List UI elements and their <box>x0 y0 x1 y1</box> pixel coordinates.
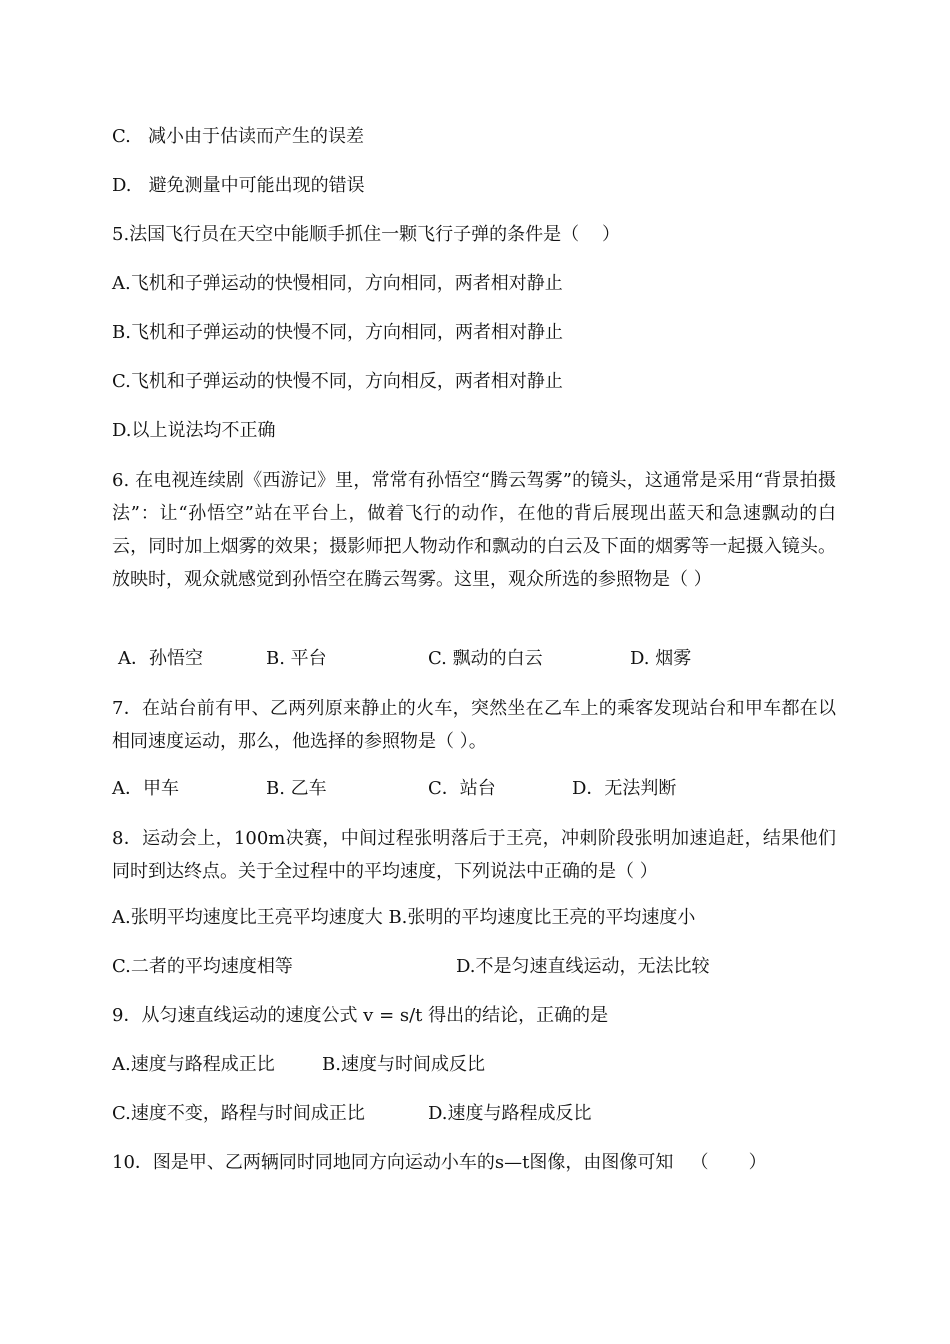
question-5: 5.法国飞行员在天空中能顺手抓住一颗飞行子弹的条件是（ ） <box>112 224 621 245</box>
option-5c: C.飞机和子弹运动的快慢不同，方向相反，两者相对静止 <box>112 371 563 392</box>
option-7b: B. 乙车 <box>266 778 327 799</box>
option-6b: B. 平台 <box>266 648 327 669</box>
option-5a: A.飞机和子弹运动的快慢相同，方向相同，两者相对静止 <box>112 273 563 294</box>
question-10: 10．图是甲、乙两辆同时同地同方向运动小车的s—t图像，由图像可知 （ ） <box>112 1152 767 1173</box>
option-9c: C.速度不变，路程与时间成正比 <box>112 1103 365 1124</box>
option-9a: A.速度与路程成正比 <box>112 1054 275 1075</box>
option-4c: C. 减小由于估读而产生的误差 <box>112 126 365 147</box>
option-7d: D．无法判断 <box>572 778 677 799</box>
option-5b: B.飞机和子弹运动的快慢不同，方向相同，两者相对静止 <box>112 322 563 343</box>
option-9b: B.速度与时间成反比 <box>322 1054 485 1075</box>
option-8ab: A.张明平均速度比王亮平均速度大 B.张明的平均速度比王亮的平均速度小 <box>112 907 696 928</box>
option-4d: D. 避免测量中可能出现的错误 <box>112 175 365 196</box>
option-9d: D.速度与路程成反比 <box>428 1103 592 1124</box>
question-8: 8．运动会上，100m决赛，中间过程张明落后于王亮，冲刺阶段张明加速追赶，结果他们同时到达终点。关于全过程中的平均速度，下列说法中正确的是（ ） <box>112 828 836 882</box>
option-6a: A．孙悟空 <box>118 648 203 669</box>
option-8c: C.二者的平均速度相等 <box>112 956 293 977</box>
question-7: 7．在站台前有甲、乙两列原来静止的火车，突然坐在乙车上的乘客发现站台和甲车都在以相同速度运动，那么，他选择的参照物是（ ）。 <box>112 698 836 752</box>
question-9: 9．从匀速直线运动的速度公式 v = s/t 得出的结论，正确的是 <box>112 1005 609 1026</box>
option-7a: A．甲车 <box>112 778 179 799</box>
option-6d: D. 烟雾 <box>630 648 692 669</box>
option-5d: D.以上说法均不正确 <box>112 420 276 441</box>
option-6c: C. 飘动的白云 <box>428 648 543 669</box>
option-8d: D.不是匀速直线运动，无法比较 <box>456 956 710 977</box>
option-7c: C．站台 <box>428 778 496 799</box>
question-6: 6. 在电视连续剧《西游记》里，常常有孙悟空“腾云驾雾”的镜头，这通常是采用“背景拍摄法”：让“孙悟空”站在平台上，做着飞行的动作，在他的背后展现出蓝天和急速飘动的白云，同时加上烟雾的效果；摄影师把人物动作和飘动的白云及下面的烟雾等一起摄入镜头。放映时，观众就感觉到孙悟空在腾云驾雾。这里，观众所选的参照物是（ ） <box>112 470 836 590</box>
